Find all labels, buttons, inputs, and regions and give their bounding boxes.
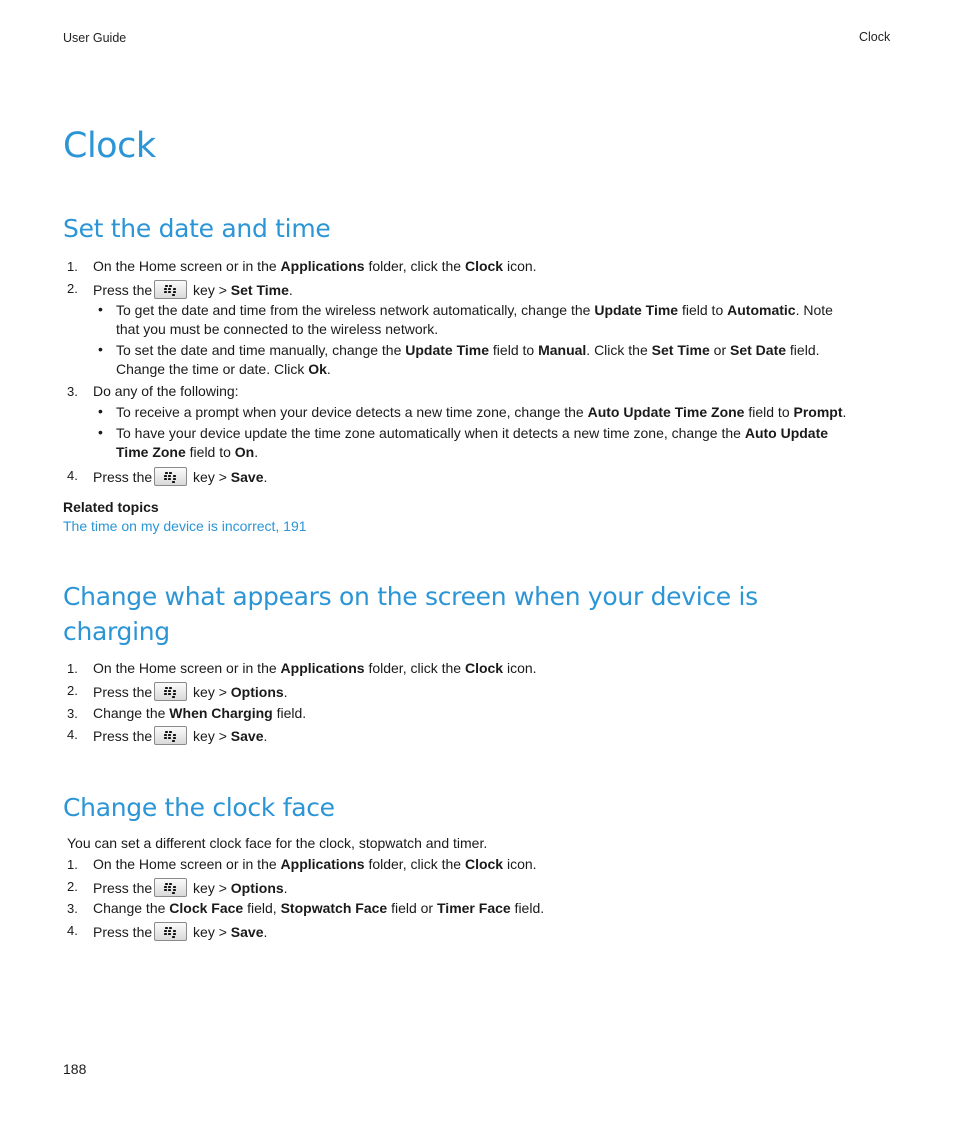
bullet: •	[98, 403, 103, 419]
bullet-text: To receive a prompt when your device detects a new time zone, change the Auto Update Time Zone field to Prompt.	[116, 404, 847, 420]
step-number: 4.	[67, 727, 78, 742]
blackberry-menu-key-icon	[154, 922, 187, 941]
step-text: Press the key > Options.	[93, 880, 288, 896]
step-number: 3.	[67, 901, 78, 916]
step-number: 2.	[67, 281, 78, 296]
bullet-text: To set the date and time manually, change the Update Time field to Manual. Click the Set Time or Set Date field.	[116, 342, 820, 358]
step-number: 2.	[67, 683, 78, 698]
step-text: Change the When Charging field.	[93, 705, 307, 721]
bullet: •	[98, 301, 103, 317]
bullet-text: To have your device update the time zone automatically when it detects a new time zone, change the Auto Update	[116, 425, 829, 441]
related-topic-link[interactable]: The time on my device is incorrect, 191	[63, 518, 307, 534]
bullet-text: Time Zone field to On.	[116, 444, 259, 460]
section-heading-clock-face: Change the clock face	[63, 793, 335, 822]
step-number: 2.	[67, 879, 78, 894]
step-number: 3.	[67, 706, 78, 721]
section-heading-set-date-time: Set the date and time	[63, 214, 331, 243]
step-text: Press the key > Set Time.	[93, 282, 293, 298]
bullet-text: that you must be connected to the wireless network.	[116, 321, 439, 337]
page-number: 188	[63, 1061, 87, 1077]
section-heading-charging-line1: Change what appears on the screen when your device is	[63, 582, 758, 611]
section-heading-charging-line2: charging	[63, 617, 170, 646]
step-number: 3.	[67, 384, 78, 399]
blackberry-menu-key-icon	[154, 467, 187, 486]
step-text: Press the key > Save.	[93, 924, 268, 940]
step-number: 4.	[67, 923, 78, 938]
step-text: Press the key > Save.	[93, 469, 268, 485]
bullet: •	[98, 424, 103, 440]
step-number: 1.	[67, 857, 78, 872]
running-header-right: Clock	[859, 30, 891, 44]
step-number: 4.	[67, 468, 78, 483]
step-number: 1.	[67, 259, 78, 274]
step-text: On the Home screen or in the Applications folder, click the Clock icon.	[93, 258, 537, 274]
bullet: •	[98, 341, 103, 357]
blackberry-menu-key-icon	[154, 280, 187, 299]
step-number: 1.	[67, 661, 78, 676]
blackberry-menu-key-icon	[154, 726, 187, 745]
bullet-text: Change the time or date. Click Ok.	[116, 361, 331, 377]
running-header-left: User Guide	[63, 31, 127, 45]
step-text: Press the key > Options.	[93, 684, 288, 700]
step-text: On the Home screen or in the Applications folder, click the Clock icon.	[93, 856, 537, 872]
related-topics-label: Related topics	[63, 499, 159, 515]
page-title: Clock	[63, 126, 156, 166]
step-text: On the Home screen or in the Applications folder, click the Clock icon.	[93, 660, 537, 676]
step-text: Press the key > Save.	[93, 728, 268, 744]
blackberry-menu-key-icon	[154, 878, 187, 897]
step-text: Change the Clock Face field, Stopwatch Face field or Timer Face field.	[93, 900, 545, 916]
bullet-text: To get the date and time from the wireless network automatically, change the Update Time field to Automatic. Note	[116, 302, 833, 318]
intro-text: You can set a different clock face for the clock, stopwatch and timer.	[67, 835, 488, 851]
step-text: Do any of the following:	[93, 383, 239, 399]
blackberry-menu-key-icon	[154, 682, 187, 701]
